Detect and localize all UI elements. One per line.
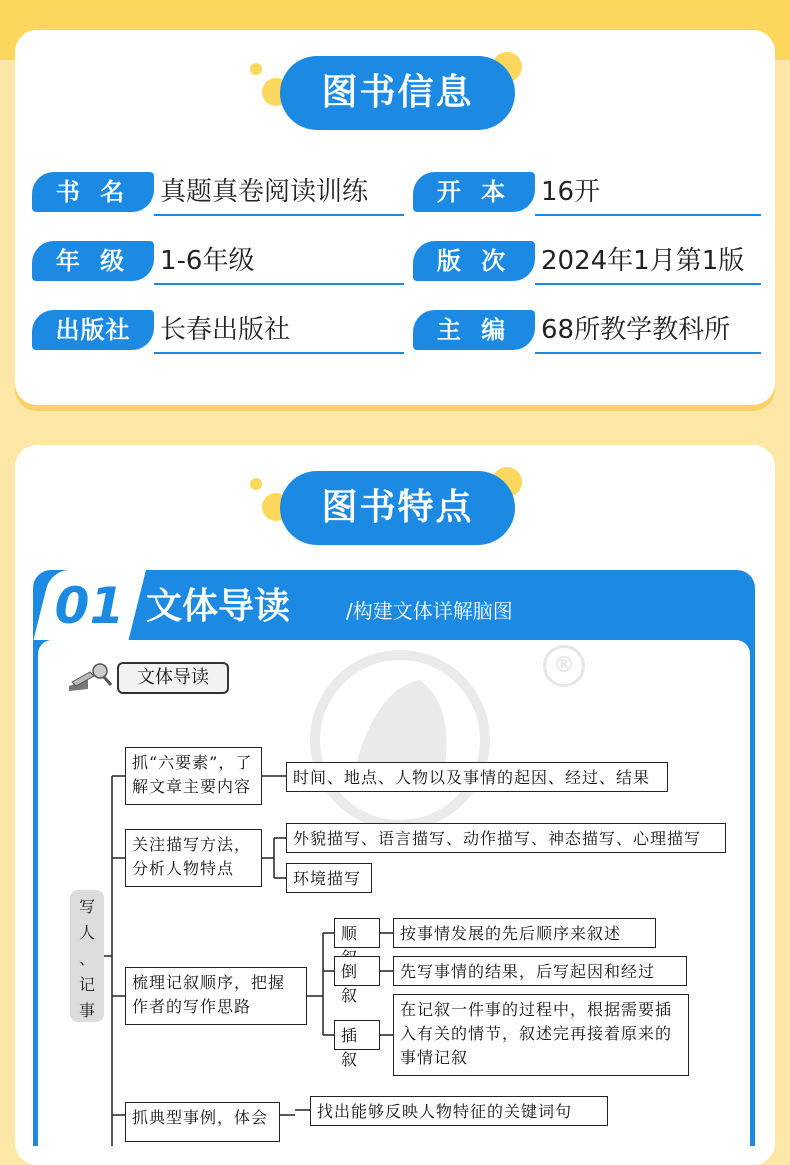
info-value: 68所教学教科所: [541, 315, 731, 345]
info-value: 长春出版社: [160, 315, 291, 345]
branch-six-elements: 抓“六要素”，了解文章主要内容: [125, 747, 262, 805]
root-char: 事: [78, 1001, 95, 1020]
branch-narrative-order: 梳理记叙顺序，把握作者的写作思路: [125, 967, 307, 1025]
root-char: 记: [78, 975, 95, 994]
info-value: 2024年1月第1版: [541, 246, 745, 276]
branch-description-methods: 关注描写方法，分析人物特点: [125, 829, 262, 887]
leaf-description-types: 外貌描写、语言描写、动作描写、神态描写、心理描写: [286, 823, 726, 853]
desc-flashback: 先写事情的结果，后写起因和经过: [393, 956, 687, 986]
root-char: 、: [78, 949, 95, 968]
label-flashback: 倒叙: [334, 956, 380, 986]
info-label: 书 名: [32, 172, 154, 212]
section-title: 文体导读: [146, 586, 291, 627]
mindmap-root: [70, 890, 104, 1022]
registered-mark: ®: [543, 645, 585, 687]
leaf-key-words: 找出能够反映人物特征的关键词句: [310, 1096, 608, 1126]
genre-guide-tab: 文体导读: [117, 662, 229, 694]
info-label: 版 次: [413, 241, 535, 281]
leaf-six-elements: 时间、地点、人物以及事情的起因、经过、结果: [286, 762, 668, 792]
section-subtitle: /构建文体详解脑图: [346, 599, 513, 623]
book-features-title: 图书特点: [280, 471, 515, 545]
info-value: 真题真卷阅读训练: [160, 177, 369, 207]
root-char: 人: [78, 923, 95, 942]
info-value: 1-6年级: [160, 246, 255, 276]
leaf-environment: 环境描写: [286, 863, 372, 893]
label-chronological: 顺: [334, 918, 380, 948]
info-label: 年 级: [32, 241, 154, 281]
branch-typical-examples: 抓典型事例，体会: [125, 1102, 280, 1142]
info-label: 主 编: [413, 310, 535, 350]
info-label: 开 本: [413, 172, 535, 212]
info-value: 16开: [541, 177, 601, 207]
info-label: 出版社: [32, 310, 154, 350]
desc-chronological: 按事情发展的先后顺序来叙述: [393, 918, 656, 948]
root-char: 写: [78, 897, 95, 916]
section-number: 01: [54, 577, 125, 635]
label-interpolation: 插叙: [334, 1020, 380, 1050]
desc-interpolation: 在记叙一件事的过程中，根据需要插入有关的情节，叙述完再接着原来的事情记叙: [393, 994, 689, 1076]
book-info-title: 图书信息: [280, 56, 515, 130]
